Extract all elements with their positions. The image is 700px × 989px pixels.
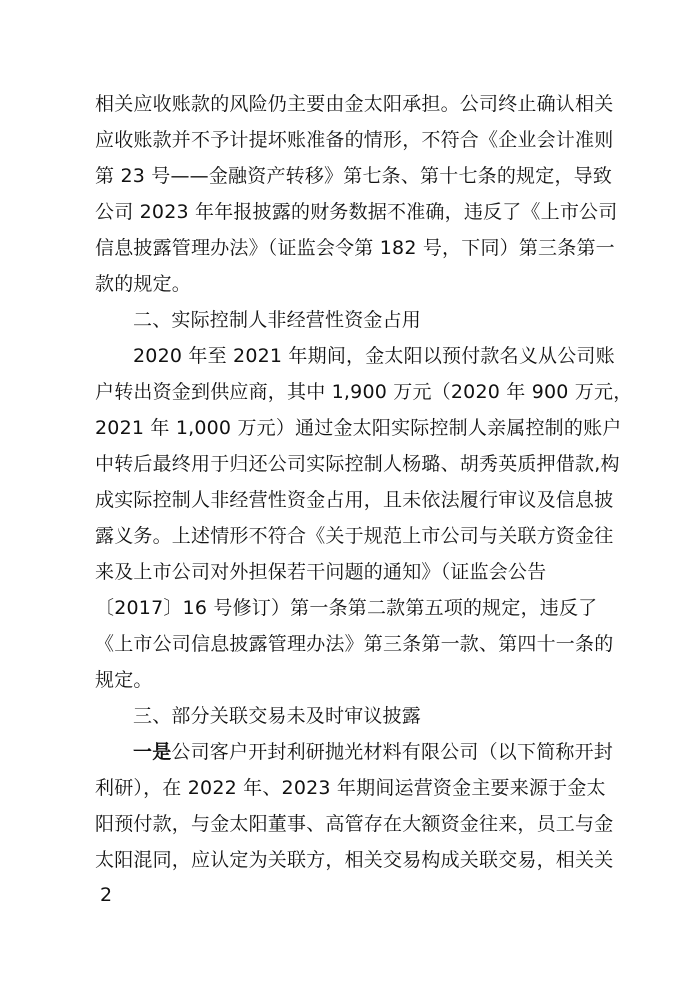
body-text-line: 露义务。上述情形不符合《关于规范上市公司与关联方资金往: [95, 525, 614, 547]
section-heading-2: 二、实际控制人非经营性资金占用: [133, 309, 422, 331]
body-text-line: 太阳混同，应认定为关联方，相关交易构成关联交易，相关关: [95, 849, 614, 871]
page-number: 2: [100, 884, 113, 906]
bold-prefix: 一是: [133, 741, 172, 763]
body-text-line: 户转出资金到供应商，其中 1,900 万元（2020 年 900 万元，: [95, 381, 633, 403]
body-text-line: 《上市公司信息披露管理办法》第三条第一款、第四十一条的: [95, 633, 614, 655]
body-text-line: 公司 2023 年年报披露的财务数据不准确，违反了《上市公司: [95, 201, 618, 223]
body-text-line: 来及上市公司对外担保若干问题的通知》（证监会公告: [95, 561, 547, 583]
body-text-line: 信息披露管理办法》（证监会令第 182 号，下同）第三条第一: [95, 237, 615, 259]
body-text-line: 成实际控制人非经营性资金占用，且未依法履行审议及信息披: [95, 489, 614, 511]
body-text-line: 阳预付款，与金太阳董事、高管存在大额资金往来，员工与金: [95, 813, 614, 835]
body-text-line: 中转后最终用于归还公司实际控制人杨璐、胡秀英质押借款,构: [95, 453, 620, 475]
body-text-line: [133, 739, 613, 765]
section-heading-3: 三、部分关联交易未及时审议披露: [133, 705, 422, 727]
body-text-line: 规定。: [95, 669, 153, 691]
body-text-line: 相关应收账款的风险仍主要由金太阳承担。公司终止确认相关: [95, 93, 614, 115]
body-text-line: 2020 年至 2021 年期间，金太阳以预付款名义从公司账: [133, 345, 615, 367]
body-text-line: 应收账款并不予计提坏账准备的情形，不符合《企业会计准则: [95, 129, 614, 151]
body-text-span: 公司客户开封利研抛光材料有限公司（以下简称开封: [171, 741, 614, 763]
body-text-line: 2021 年 1,000 万元）通过金太阳实际控制人亲属控制的账户: [95, 417, 622, 439]
body-text-line: 款的规定。: [95, 273, 192, 295]
body-text-line: 第 23 号——金融资产转移》第七条、第十七条的规定，导致: [95, 165, 613, 187]
body-text-line: 利研），在 2022 年、2023 年期间运营资金主要来源于金太: [95, 777, 606, 799]
body-text-line: 〔2017〕16 号修订）第一条第二款第五项的规定，违反了: [95, 597, 598, 619]
